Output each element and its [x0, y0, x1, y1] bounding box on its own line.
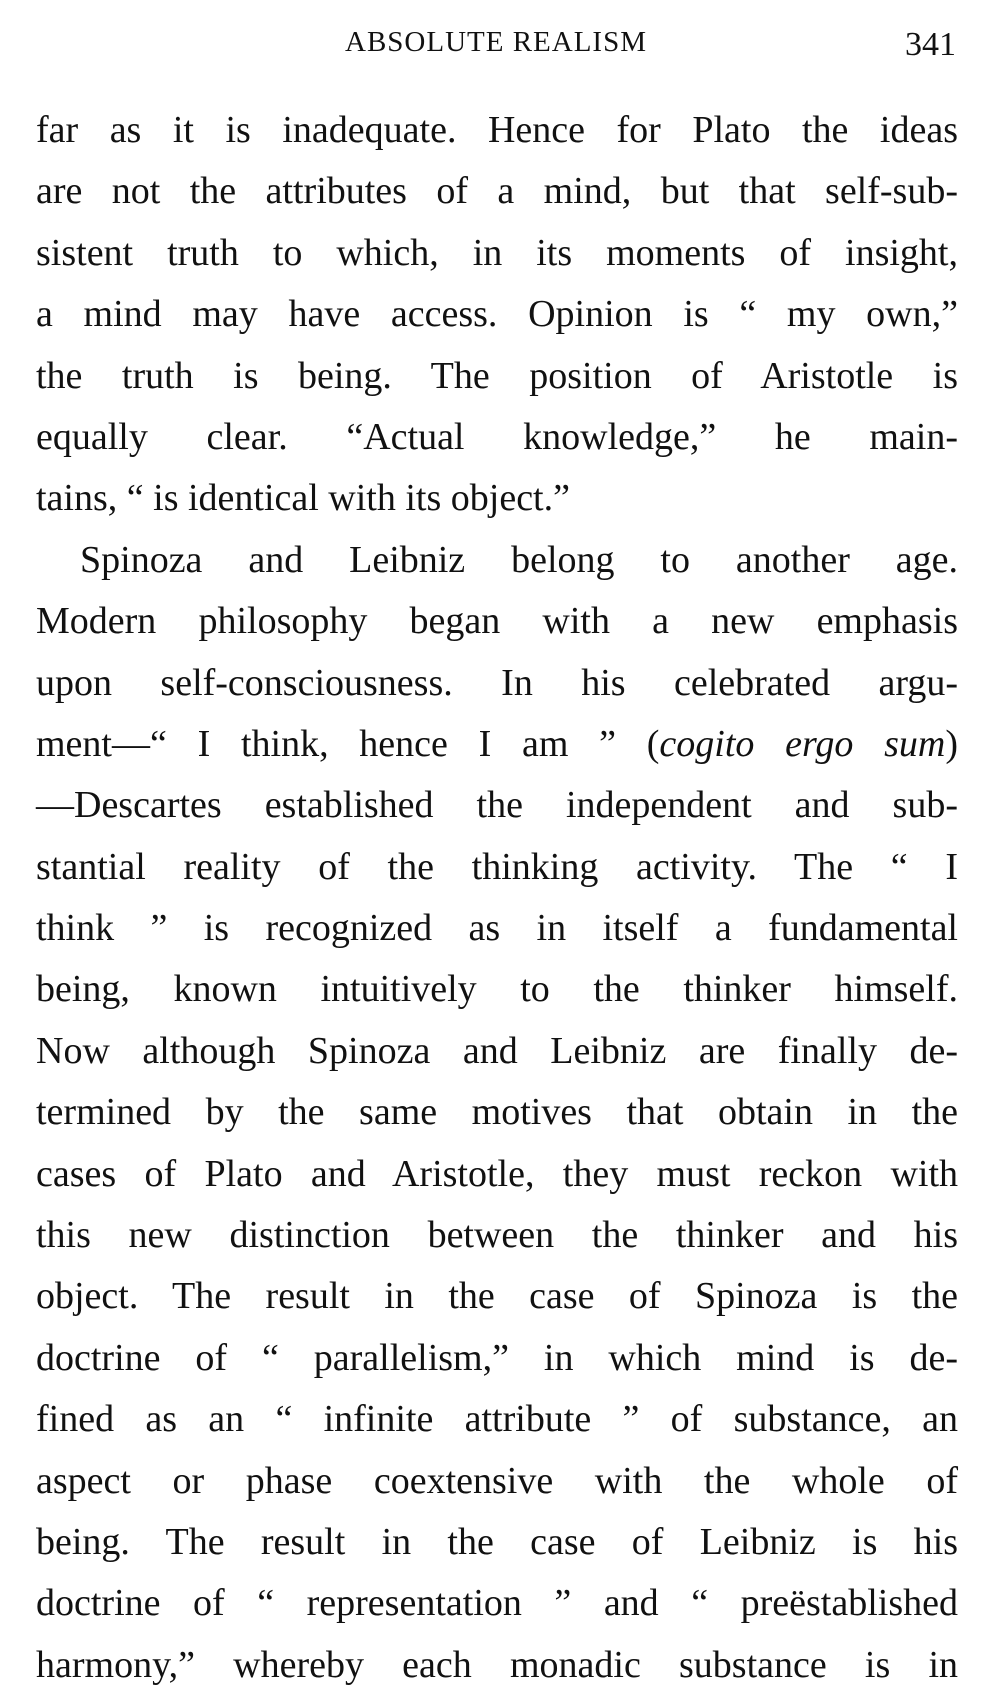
text-line: termined by the same motives that obtain in the: [36, 1091, 958, 1134]
text-line: doctrine of “ representation ” and “ preëstablished: [36, 1582, 958, 1625]
paragraph-1: [36, 100, 958, 530]
text-segment: ment—“ I think, hence I am ” (: [36, 722, 660, 765]
text-line: a mind may have access. Opinion is “ my own,”: [36, 293, 958, 336]
text-line: being. The result in the case of Leibniz is his: [36, 1520, 958, 1563]
text-line: upon self-consciousness. In his celebrated argu-: [36, 661, 958, 704]
text-line: stantial reality of the thinking activity. The “ I: [36, 845, 958, 888]
text-line-with-latin: [36, 714, 958, 775]
text-line: equallу clear. “Actual knowledge,” he main-: [36, 415, 958, 458]
text-line: sistent truth to which, in its moments of insight,: [36, 231, 958, 274]
text-line: harmony,” whereby each monadic substance is in: [36, 1643, 958, 1686]
text-line: think ” is recognized as in itself a fundamental: [36, 907, 958, 950]
latin-phrase: cogito ergo sum: [659, 722, 946, 765]
text-line: this new distinction between the thinker and his: [36, 1214, 958, 1257]
text-line: Spinoza and Leibniz belong to another age.: [80, 538, 958, 581]
text-line: being, known intuitively to the thinker himself.: [36, 968, 958, 1011]
text-line: cases of Plato and Aristotle, they must reckon with: [36, 1152, 958, 1195]
running-head-title: ABSOLUTE REALISM: [345, 26, 647, 58]
text-line: aspect or phase coextensive with the whole of: [36, 1459, 958, 1502]
paragraph-2: [36, 530, 958, 1696]
text-line: object. The result in the case of Spinoza is the: [36, 1275, 958, 1318]
text-line: are not the attributes of a mind, but that self-sub-: [36, 170, 958, 213]
text-line: Modern philosophy began with a new emphasis: [36, 600, 958, 643]
text-segment: ): [945, 722, 958, 765]
text-line: fined as an “ infinite attribute ” of substance, an: [36, 1398, 958, 1441]
text-line: the truth is being. The position of Aristotle is: [36, 354, 958, 397]
running-head: [36, 20, 956, 64]
text-line: tains, “ is identical with its object.”: [36, 477, 570, 520]
text-line: —Descartes established the independent and sub-: [36, 784, 958, 827]
text-line: far as it is inadequate. Hence for Plato the ideas: [36, 109, 958, 151]
page-number: 341: [905, 26, 956, 63]
text-line: Now although Spinoza and Leibniz are finally de-: [36, 1029, 958, 1072]
body-text: [36, 100, 958, 1696]
text-line: doctrine of “ parallelism,” in which mind is de-: [36, 1336, 958, 1379]
